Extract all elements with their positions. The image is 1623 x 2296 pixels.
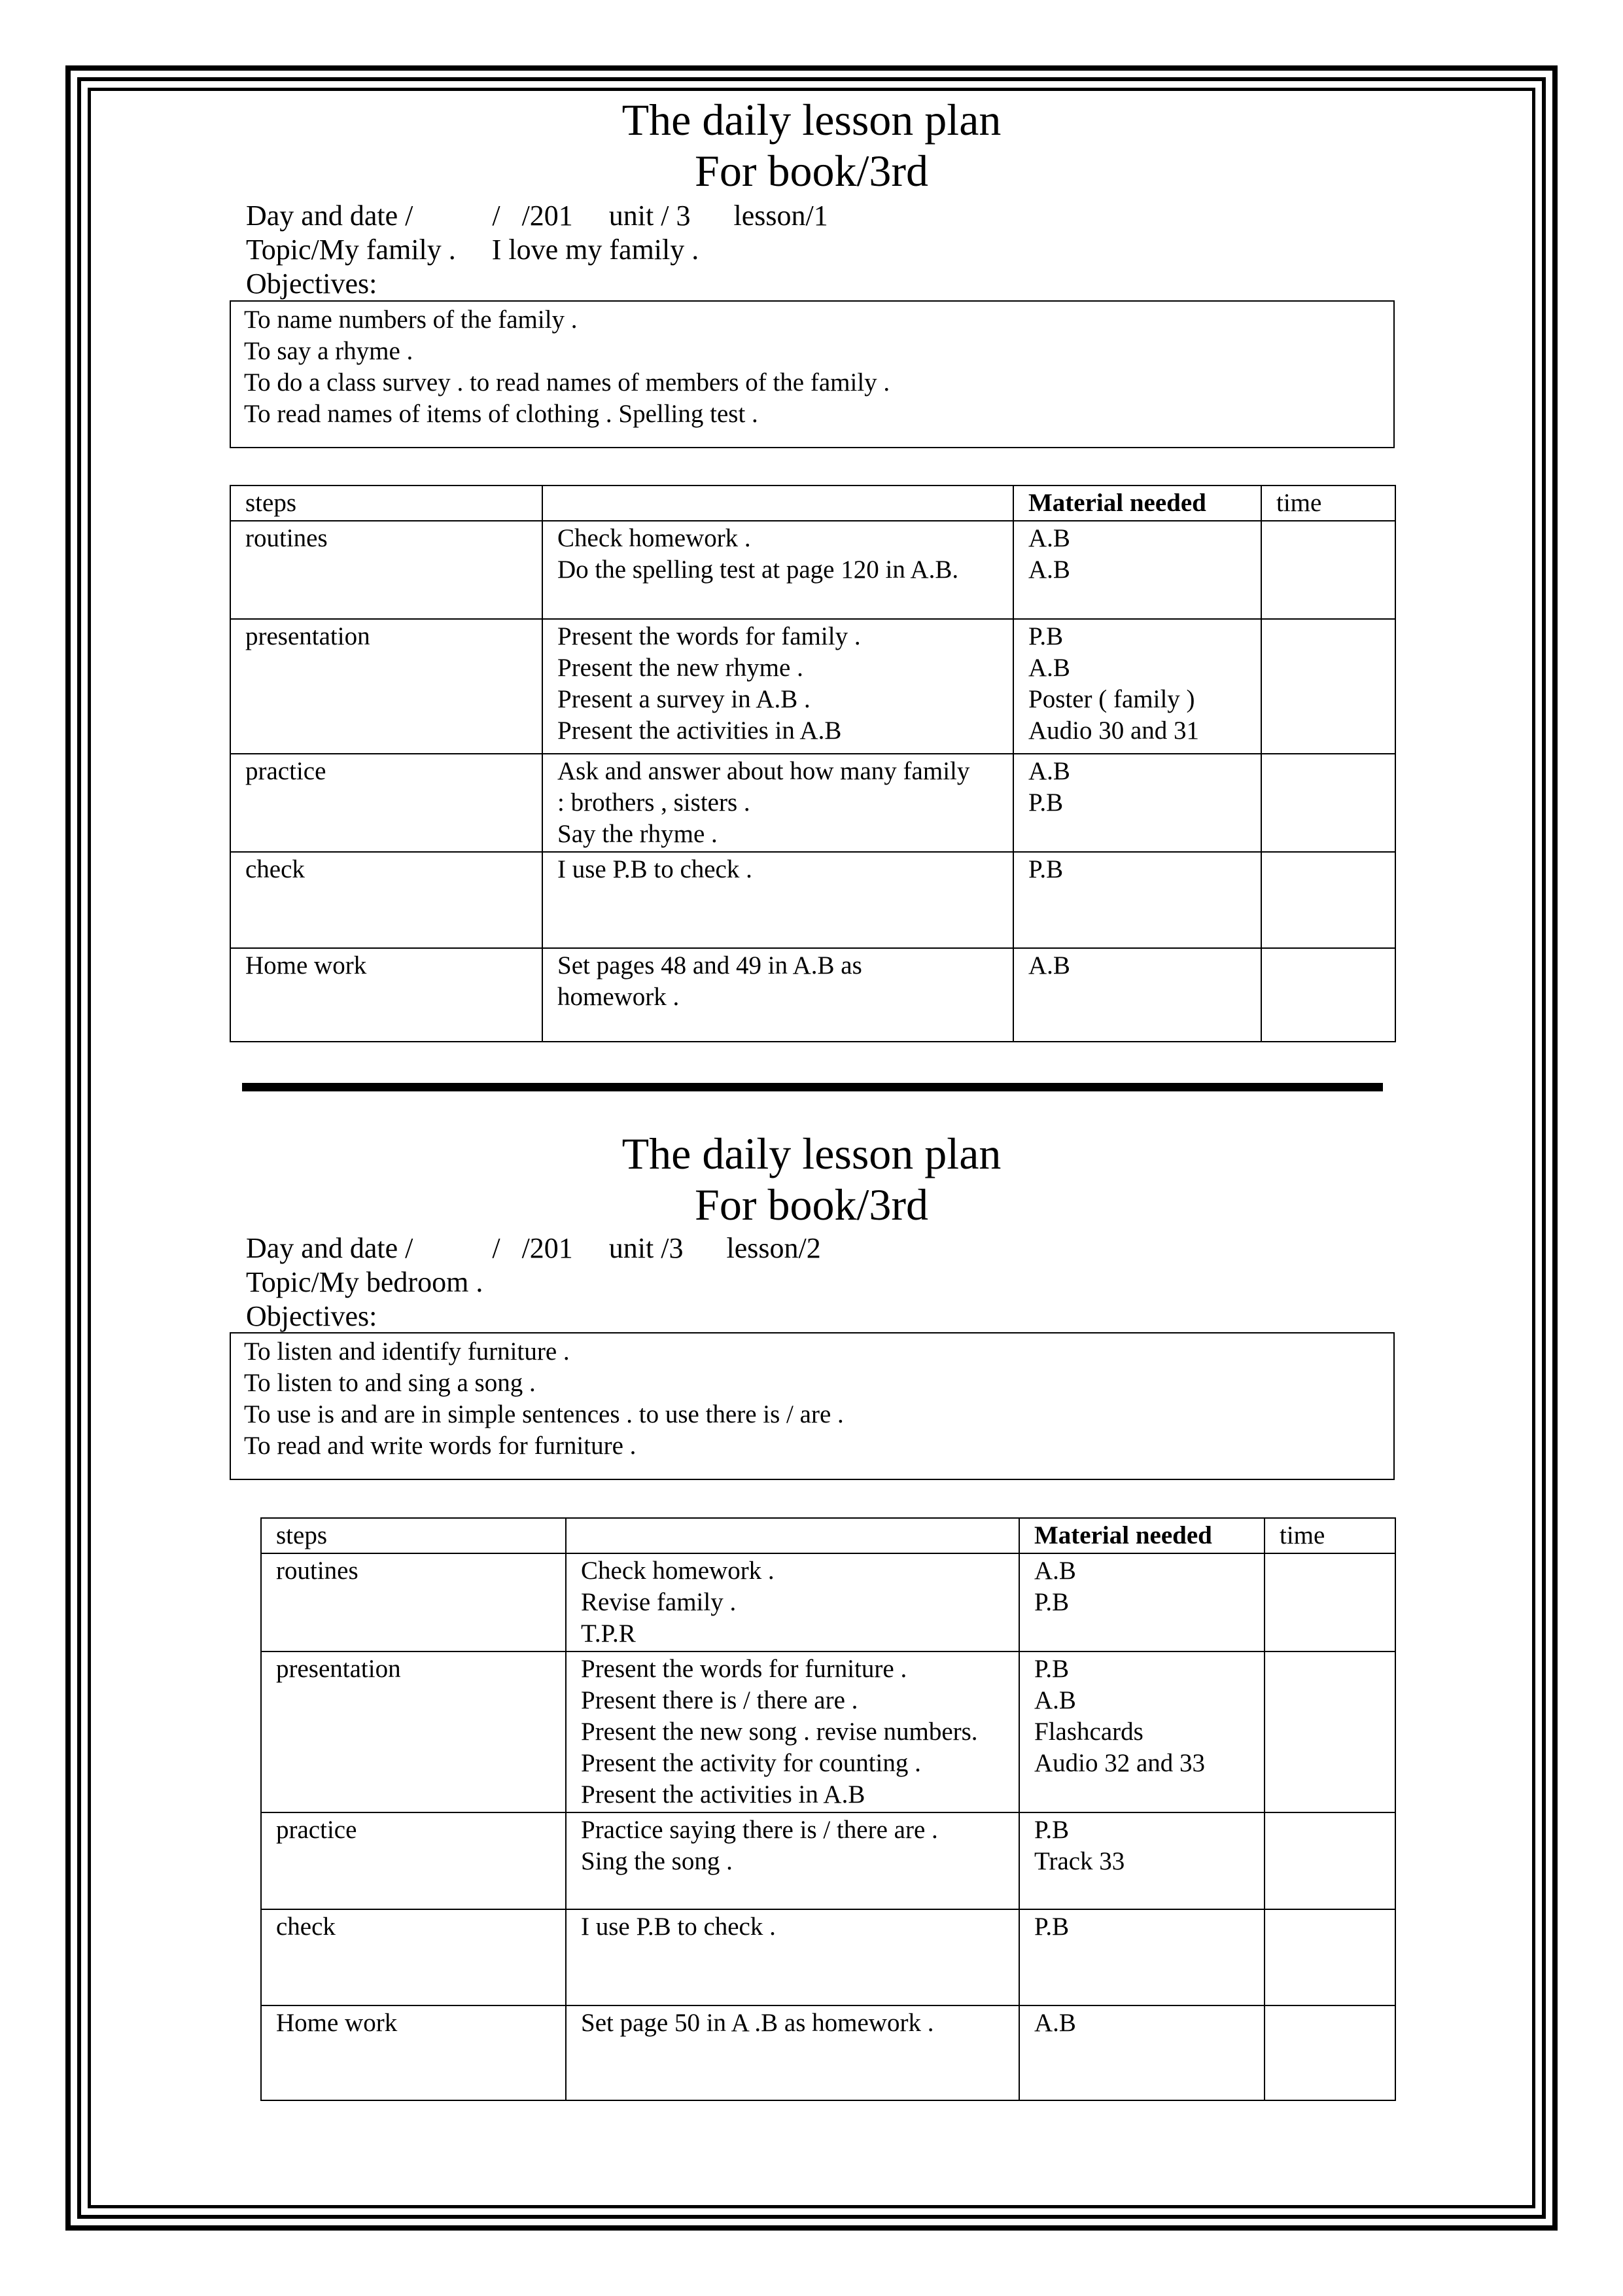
- material-cell: [1019, 1812, 1265, 1909]
- header-steps: steps: [261, 1518, 566, 1553]
- activity-line: I use P.B to check .: [581, 1913, 776, 1941]
- activity-line: Ask and answer about how many family: [557, 757, 970, 785]
- material-line: A.B: [1034, 1686, 1076, 1714]
- table-row: [261, 2005, 1395, 2100]
- plan-title: The daily lesson plan: [621, 1129, 1002, 1178]
- material-line: P.B: [1028, 622, 1064, 650]
- table-row: [261, 1651, 1395, 1812]
- table-row: [261, 1909, 1395, 2005]
- steps-table: [260, 1517, 1396, 2101]
- table-header-row: [261, 1518, 1395, 1553]
- time-cell: [1265, 1651, 1395, 1812]
- material-cell: [1019, 1909, 1265, 2005]
- activities-cell: [542, 619, 1013, 754]
- material-line: P.B: [1034, 1655, 1070, 1683]
- objective-item: To do a class survey . to read names of members of the family .: [244, 368, 890, 397]
- activities-cell: [542, 521, 1013, 619]
- time-cell: [1265, 1812, 1395, 1909]
- material-line: Audio 30 and 31: [1028, 716, 1200, 745]
- step-cell: presentation: [261, 1651, 566, 1812]
- header-activities: [542, 486, 1013, 521]
- activity-line: Present a survey in A.B .: [557, 685, 811, 713]
- step-cell: check: [230, 852, 542, 948]
- objectives-label: Objectives:: [246, 1300, 377, 1332]
- objective-item: To listen and identify furniture .: [244, 1337, 570, 1366]
- material-line: Poster ( family ): [1028, 685, 1195, 713]
- activity-line: Set pages 48 and 49 in A.B as: [557, 951, 862, 980]
- time-cell: [1261, 852, 1395, 948]
- material-cell: [1019, 2005, 1265, 2100]
- time-cell: [1265, 2005, 1395, 2100]
- material-line: P.B: [1034, 1588, 1070, 1616]
- activity-line: Present the activities in A.B: [557, 716, 842, 745]
- table-row: [230, 754, 1395, 852]
- material-line: A.B: [1034, 2009, 1076, 2037]
- time-cell: [1265, 1553, 1395, 1651]
- objectives-box: [230, 1332, 1395, 1480]
- material-line: P.B: [1034, 1816, 1070, 1844]
- material-line: P.B: [1034, 1913, 1070, 1941]
- table-row: [261, 1812, 1395, 1909]
- material-cell: [1013, 852, 1261, 948]
- activity-line: Set page 50 in A .B as homework .: [581, 2009, 934, 2037]
- material-line: Track 33: [1034, 1847, 1125, 1875]
- header-material-needed: Material needed: [1013, 486, 1261, 521]
- step-cell: routines: [230, 521, 542, 619]
- activity-line: Present the new song . revise numbers.: [581, 1718, 978, 1746]
- activities-cell: [542, 754, 1013, 852]
- plan-subtitle: For book/3rd: [695, 146, 928, 196]
- objectives-label: Objectives:: [246, 268, 377, 300]
- table-header-row: [230, 486, 1395, 521]
- material-cell: [1019, 1553, 1265, 1651]
- objective-item: To listen to and sing a song .: [244, 1369, 536, 1397]
- step-cell: presentation: [230, 619, 542, 754]
- activity-line: Sing the song .: [581, 1847, 733, 1875]
- table-row: [230, 852, 1395, 948]
- header-time: time: [1261, 486, 1395, 521]
- time-cell: [1261, 521, 1395, 619]
- time-cell: [1265, 1909, 1395, 2005]
- material-line: A.B: [1028, 524, 1070, 552]
- material-line: P.B: [1028, 855, 1064, 883]
- objective-item: To say a rhyme .: [244, 337, 413, 365]
- material-line: Flashcards: [1034, 1718, 1143, 1746]
- activity-line: Present the words for furniture .: [581, 1655, 907, 1683]
- topic-line: Topic/My family . I love my family .: [246, 234, 699, 266]
- plan-subtitle: For book/3rd: [695, 1180, 928, 1229]
- material-line: A.B: [1034, 1557, 1076, 1585]
- material-cell: [1013, 521, 1261, 619]
- table-row: [230, 948, 1395, 1042]
- step-cell: practice: [230, 754, 542, 852]
- activities-cell: [566, 1812, 1019, 1909]
- objective-item: To read names of items of clothing . Spelling test .: [244, 400, 758, 428]
- table-row: [261, 1553, 1395, 1651]
- activities-cell: [566, 1651, 1019, 1812]
- material-line: A.B: [1028, 951, 1070, 980]
- activity-line: : brothers , sisters .: [557, 788, 750, 817]
- material-line: A.B: [1028, 757, 1070, 785]
- time-cell: [1261, 754, 1395, 852]
- activity-line: Present there is / there are .: [581, 1686, 858, 1714]
- activity-line: Present the activities in A.B: [581, 1780, 865, 1809]
- activity-line: I use P.B to check .: [557, 855, 752, 883]
- day-date-line: Day and date / / /201 unit /3 lesson/2: [246, 1232, 821, 1264]
- material-line: A.B: [1028, 654, 1070, 682]
- table-row: [230, 521, 1395, 619]
- activities-cell: [566, 1553, 1019, 1651]
- activity-line: Revise family .: [581, 1588, 737, 1616]
- activities-cell: [542, 948, 1013, 1042]
- steps-table: [230, 485, 1396, 1042]
- header-material-needed: Material needed: [1019, 1518, 1265, 1553]
- objective-item: To read and write words for furniture .: [244, 1432, 637, 1460]
- section-divider: [242, 1083, 1383, 1091]
- material-line: A.B: [1028, 556, 1070, 584]
- activity-line: Check homework .: [557, 524, 751, 552]
- step-cell: check: [261, 1909, 566, 2005]
- material-cell: [1019, 1651, 1265, 1812]
- objective-item: To name numbers of the family .: [244, 306, 578, 334]
- material-cell: [1013, 619, 1261, 754]
- time-cell: [1261, 948, 1395, 1042]
- header-time: time: [1265, 1518, 1395, 1553]
- time-cell: [1261, 619, 1395, 754]
- activity-line: Check homework .: [581, 1557, 775, 1585]
- day-date-line: Day and date / / /201 unit / 3 lesson/1: [246, 200, 828, 232]
- table-row: [230, 619, 1395, 754]
- activity-line: Practice saying there is / there are .: [581, 1816, 938, 1844]
- material-cell: [1013, 754, 1261, 852]
- material-line: Audio 32 and 33: [1034, 1749, 1206, 1777]
- objectives-box: [230, 300, 1395, 448]
- activities-cell: [542, 852, 1013, 948]
- activities-cell: [566, 1909, 1019, 2005]
- material-cell: [1013, 948, 1261, 1042]
- topic-line: Topic/My bedroom .: [246, 1266, 483, 1298]
- plan-title: The daily lesson plan: [621, 95, 1002, 145]
- activity-line: Do the spelling test at page 120 in A.B.: [557, 556, 959, 584]
- activity-line: T.P.R: [581, 1619, 636, 1648]
- step-cell: routines: [261, 1553, 566, 1651]
- step-cell: Home work: [230, 948, 542, 1042]
- objective-item: To use is and are in simple sentences . to use there is / are .: [244, 1400, 844, 1428]
- step-cell: Home work: [261, 2005, 566, 2100]
- header-steps: steps: [230, 486, 542, 521]
- activities-cell: [566, 2005, 1019, 2100]
- step-cell: practice: [261, 1812, 566, 1909]
- activity-line: homework .: [557, 983, 680, 1011]
- activity-line: Present the activity for counting .: [581, 1749, 921, 1777]
- activity-line: Present the words for family .: [557, 622, 861, 650]
- activity-line: Say the rhyme .: [557, 820, 718, 848]
- material-line: P.B: [1028, 788, 1064, 817]
- header-activities: [566, 1518, 1019, 1553]
- activity-line: Present the new rhyme .: [557, 654, 803, 682]
